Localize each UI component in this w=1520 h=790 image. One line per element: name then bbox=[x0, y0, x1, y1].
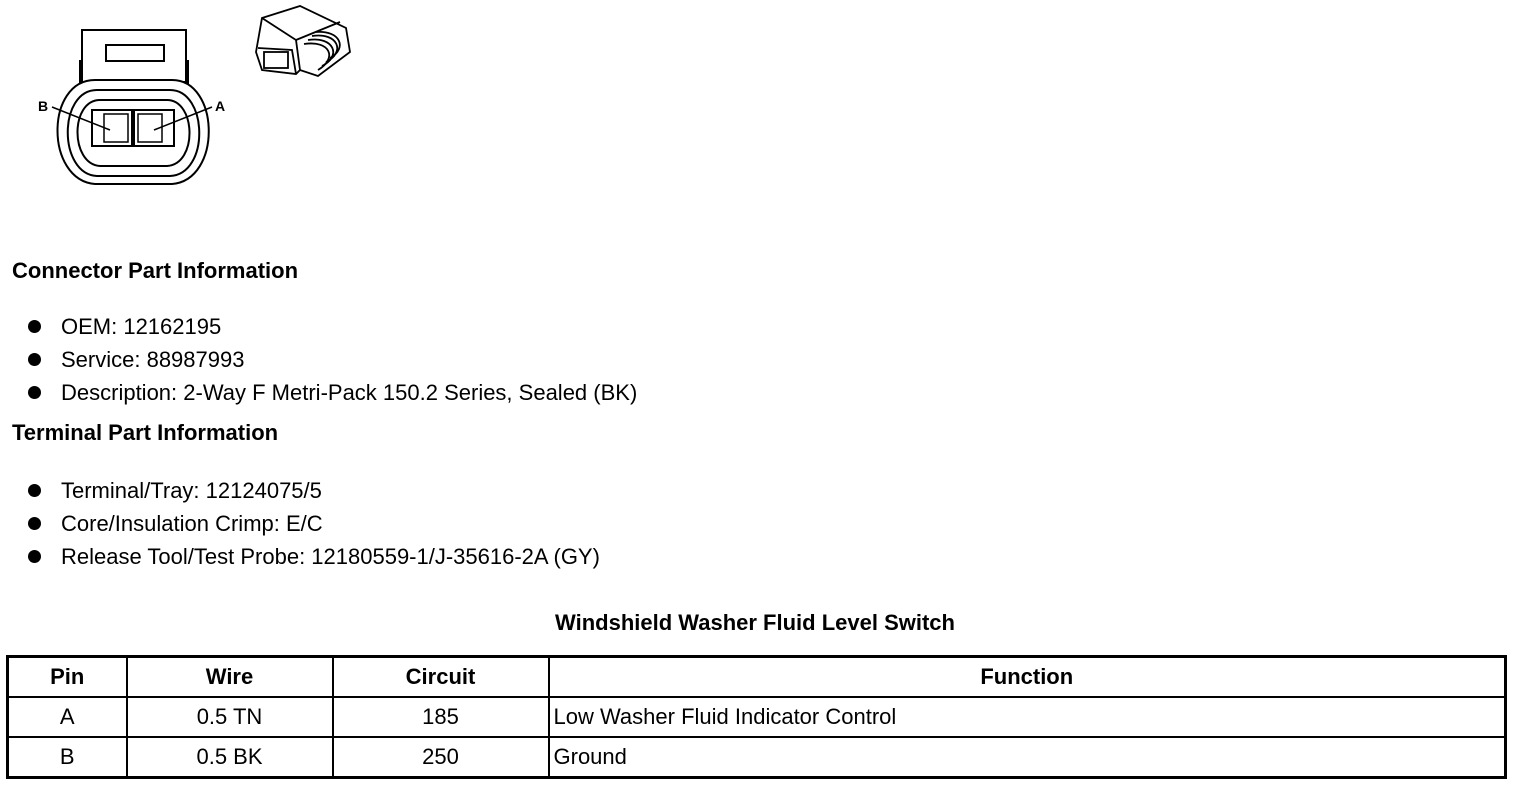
bullet-icon bbox=[28, 353, 41, 366]
terminal-part-heading: Terminal Part Information bbox=[12, 420, 279, 445]
table-header-row bbox=[8, 657, 1506, 698]
header-circuit: Circuit bbox=[333, 657, 549, 698]
table-row bbox=[8, 737, 1506, 778]
item-text: Core/Insulation Crimp: E/C bbox=[61, 511, 323, 536]
connector-face-diagram bbox=[0, 0, 380, 200]
cell-wire: 0.5 BK bbox=[127, 737, 333, 778]
pin-label-a: A bbox=[215, 98, 226, 114]
header-pin: Pin bbox=[8, 657, 127, 698]
table-row bbox=[8, 697, 1506, 737]
list-item bbox=[28, 310, 637, 343]
terminal-part-list bbox=[28, 474, 600, 573]
header-function: Function bbox=[549, 657, 1506, 698]
bullet-icon bbox=[28, 320, 41, 333]
bullet-icon bbox=[28, 517, 41, 530]
connector-part-heading: Connector Part Information bbox=[12, 258, 299, 283]
item-text: OEM: 12162195 bbox=[61, 314, 222, 339]
connector-part-list bbox=[28, 310, 637, 409]
pin-table bbox=[6, 655, 1507, 779]
bullet-icon bbox=[28, 386, 41, 399]
cell-wire: 0.5 TN bbox=[127, 697, 333, 737]
cell-circuit: 250 bbox=[333, 737, 549, 778]
bullet-icon bbox=[28, 550, 41, 563]
list-item bbox=[28, 540, 600, 573]
list-item bbox=[28, 507, 600, 540]
cell-function: Ground bbox=[549, 737, 1506, 778]
list-item bbox=[28, 343, 637, 376]
table-title: Windshield Washer Fluid Level Switch bbox=[555, 610, 955, 635]
item-text: Description: 2-Way F Metri-Pack 150.2 Series, Sealed (BK) bbox=[61, 380, 638, 405]
pin-label-b: B bbox=[38, 98, 49, 114]
item-text: Terminal/Tray: 12124075/5 bbox=[61, 478, 322, 503]
header-wire: Wire bbox=[127, 657, 333, 698]
cell-pin: A bbox=[8, 697, 127, 737]
item-text: Release Tool/Test Probe: 12180559-1/J-35616-2A (GY) bbox=[61, 544, 600, 569]
cell-pin: B bbox=[8, 737, 127, 778]
cell-circuit: 185 bbox=[333, 697, 549, 737]
item-text: Service: 88987993 bbox=[61, 347, 245, 372]
list-item bbox=[28, 474, 600, 507]
connector-iso-sketch bbox=[256, 6, 350, 76]
list-item bbox=[28, 376, 637, 409]
cell-function: Low Washer Fluid Indicator Control bbox=[549, 697, 1506, 737]
bullet-icon bbox=[28, 484, 41, 497]
